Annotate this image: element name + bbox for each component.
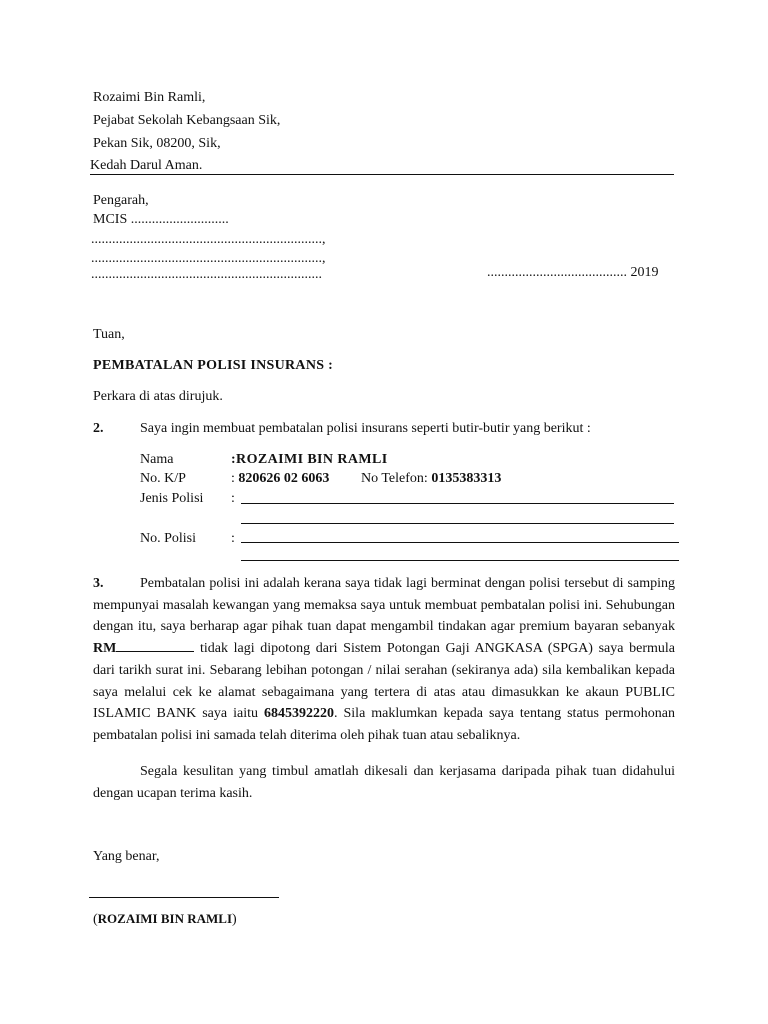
paragraph-2-number: 2.	[93, 421, 104, 436]
paragraph-3-text-2: tidak lagi dipotong dari Sistem Potongan Gaji ANGKASA (SPGA) saya bermula dari tarikh surat ini. Sebarang lebihan potongan / nilai serahan (sekiranya ada) sila kembalikan kepada saya melalui cek ke alamat sebagaimana yang tertera di atas atau dimasukkan ke akaun PUBLIC ISLAMIC BANK saya iaitu	[93, 641, 675, 722]
phone-value: 0135383313	[431, 471, 502, 486]
closing: Yang benar,	[93, 849, 160, 864]
policy-number-line-1	[241, 542, 679, 543]
letter-subject: PEMBATALAN POLISI INSURANS :	[93, 358, 334, 373]
signature-close-paren: )	[232, 912, 237, 927]
sender-address-line-2: Pekan Sik, 08200, Sik,	[93, 136, 221, 151]
recipient-address-line-3: ..................................................................	[91, 267, 322, 282]
paragraph-4-text: Segala kesulitan yang timbul amatlah dikesali dan kerjasama daripada pihak tuan didahului dengan ucapan terima kasih.	[93, 764, 675, 801]
signature-name	[93, 908, 237, 931]
ic-colon: :	[231, 471, 239, 486]
paragraph-3	[93, 573, 675, 747]
paragraph-4	[93, 761, 675, 804]
salutation: Tuan,	[93, 327, 125, 342]
premium-currency: RM	[93, 641, 117, 657]
name-label: Nama	[140, 452, 174, 467]
policy-type-label: Jenis Polisi	[140, 491, 204, 506]
recipient-title: Pengarah,	[93, 193, 149, 208]
policy-number-colon: :	[231, 531, 235, 546]
bank-account-number: 6845392220	[264, 706, 334, 722]
policy-type-line-1	[241, 503, 674, 504]
header-divider	[90, 174, 674, 175]
paragraph-3-number: 3.	[93, 576, 104, 591]
signature-name-text: ROZAIMI BIN RAMLI	[97, 911, 233, 926]
policy-number-line-2	[241, 560, 679, 561]
paragraph-3-text-1: Pembatalan polisi ini adalah kerana saya tidak lagi berminat dengan polisi tersebut di samping mempunyai masalah kewangan yang memaksa saya untuk membuat pembatalan polisi ini. Sehubungan dengan itu, saya berharap agar pihak tuan dapat mengambil tindakan agar premium bayaran sebanyak	[93, 576, 675, 635]
paragraph-2-text: Saya ingin membuat pembatalan polisi insurans seperti butir-butir yang berikut :	[140, 421, 591, 436]
phone-row	[361, 468, 501, 490]
ic-number-label: No. K/P	[140, 471, 186, 486]
policy-number-label: No. Polisi	[140, 531, 197, 546]
signature-line	[89, 897, 279, 898]
letter-date: ........................................ 2019	[487, 265, 659, 280]
policy-type-line-2	[241, 523, 674, 524]
ic-number-row	[231, 468, 329, 490]
phone-label: No Telefon:	[361, 471, 432, 486]
paragraph-3-text-3: . Sila maklumkan kepada saya tentang status permohonan pembatalan polisi ini samada telah diterima oleh pihak tuan atau sebaliknya.	[93, 706, 675, 743]
recipient-address-line-2: ..................................................................,	[91, 251, 326, 266]
policy-type-colon: :	[231, 491, 235, 506]
name-value: :ROZAIMI BIN RAMLI	[231, 452, 388, 467]
premium-amount-blank	[116, 638, 194, 652]
sender-address-line-3: Kedah Darul Aman.	[90, 158, 203, 173]
sender-address-line-1: Pejabat Sekolah Kebangsaan Sik,	[93, 113, 281, 128]
recipient-company: MCIS ............................	[93, 212, 229, 227]
sender-name: Rozaimi Bin Ramli,	[93, 90, 206, 105]
reference-line: Perkara di atas dirujuk.	[93, 389, 223, 404]
recipient-address-line-1: ..................................................................,	[91, 232, 326, 247]
signature-open-paren: (	[93, 912, 98, 927]
ic-number-value: 820626 02 6063	[238, 471, 330, 486]
